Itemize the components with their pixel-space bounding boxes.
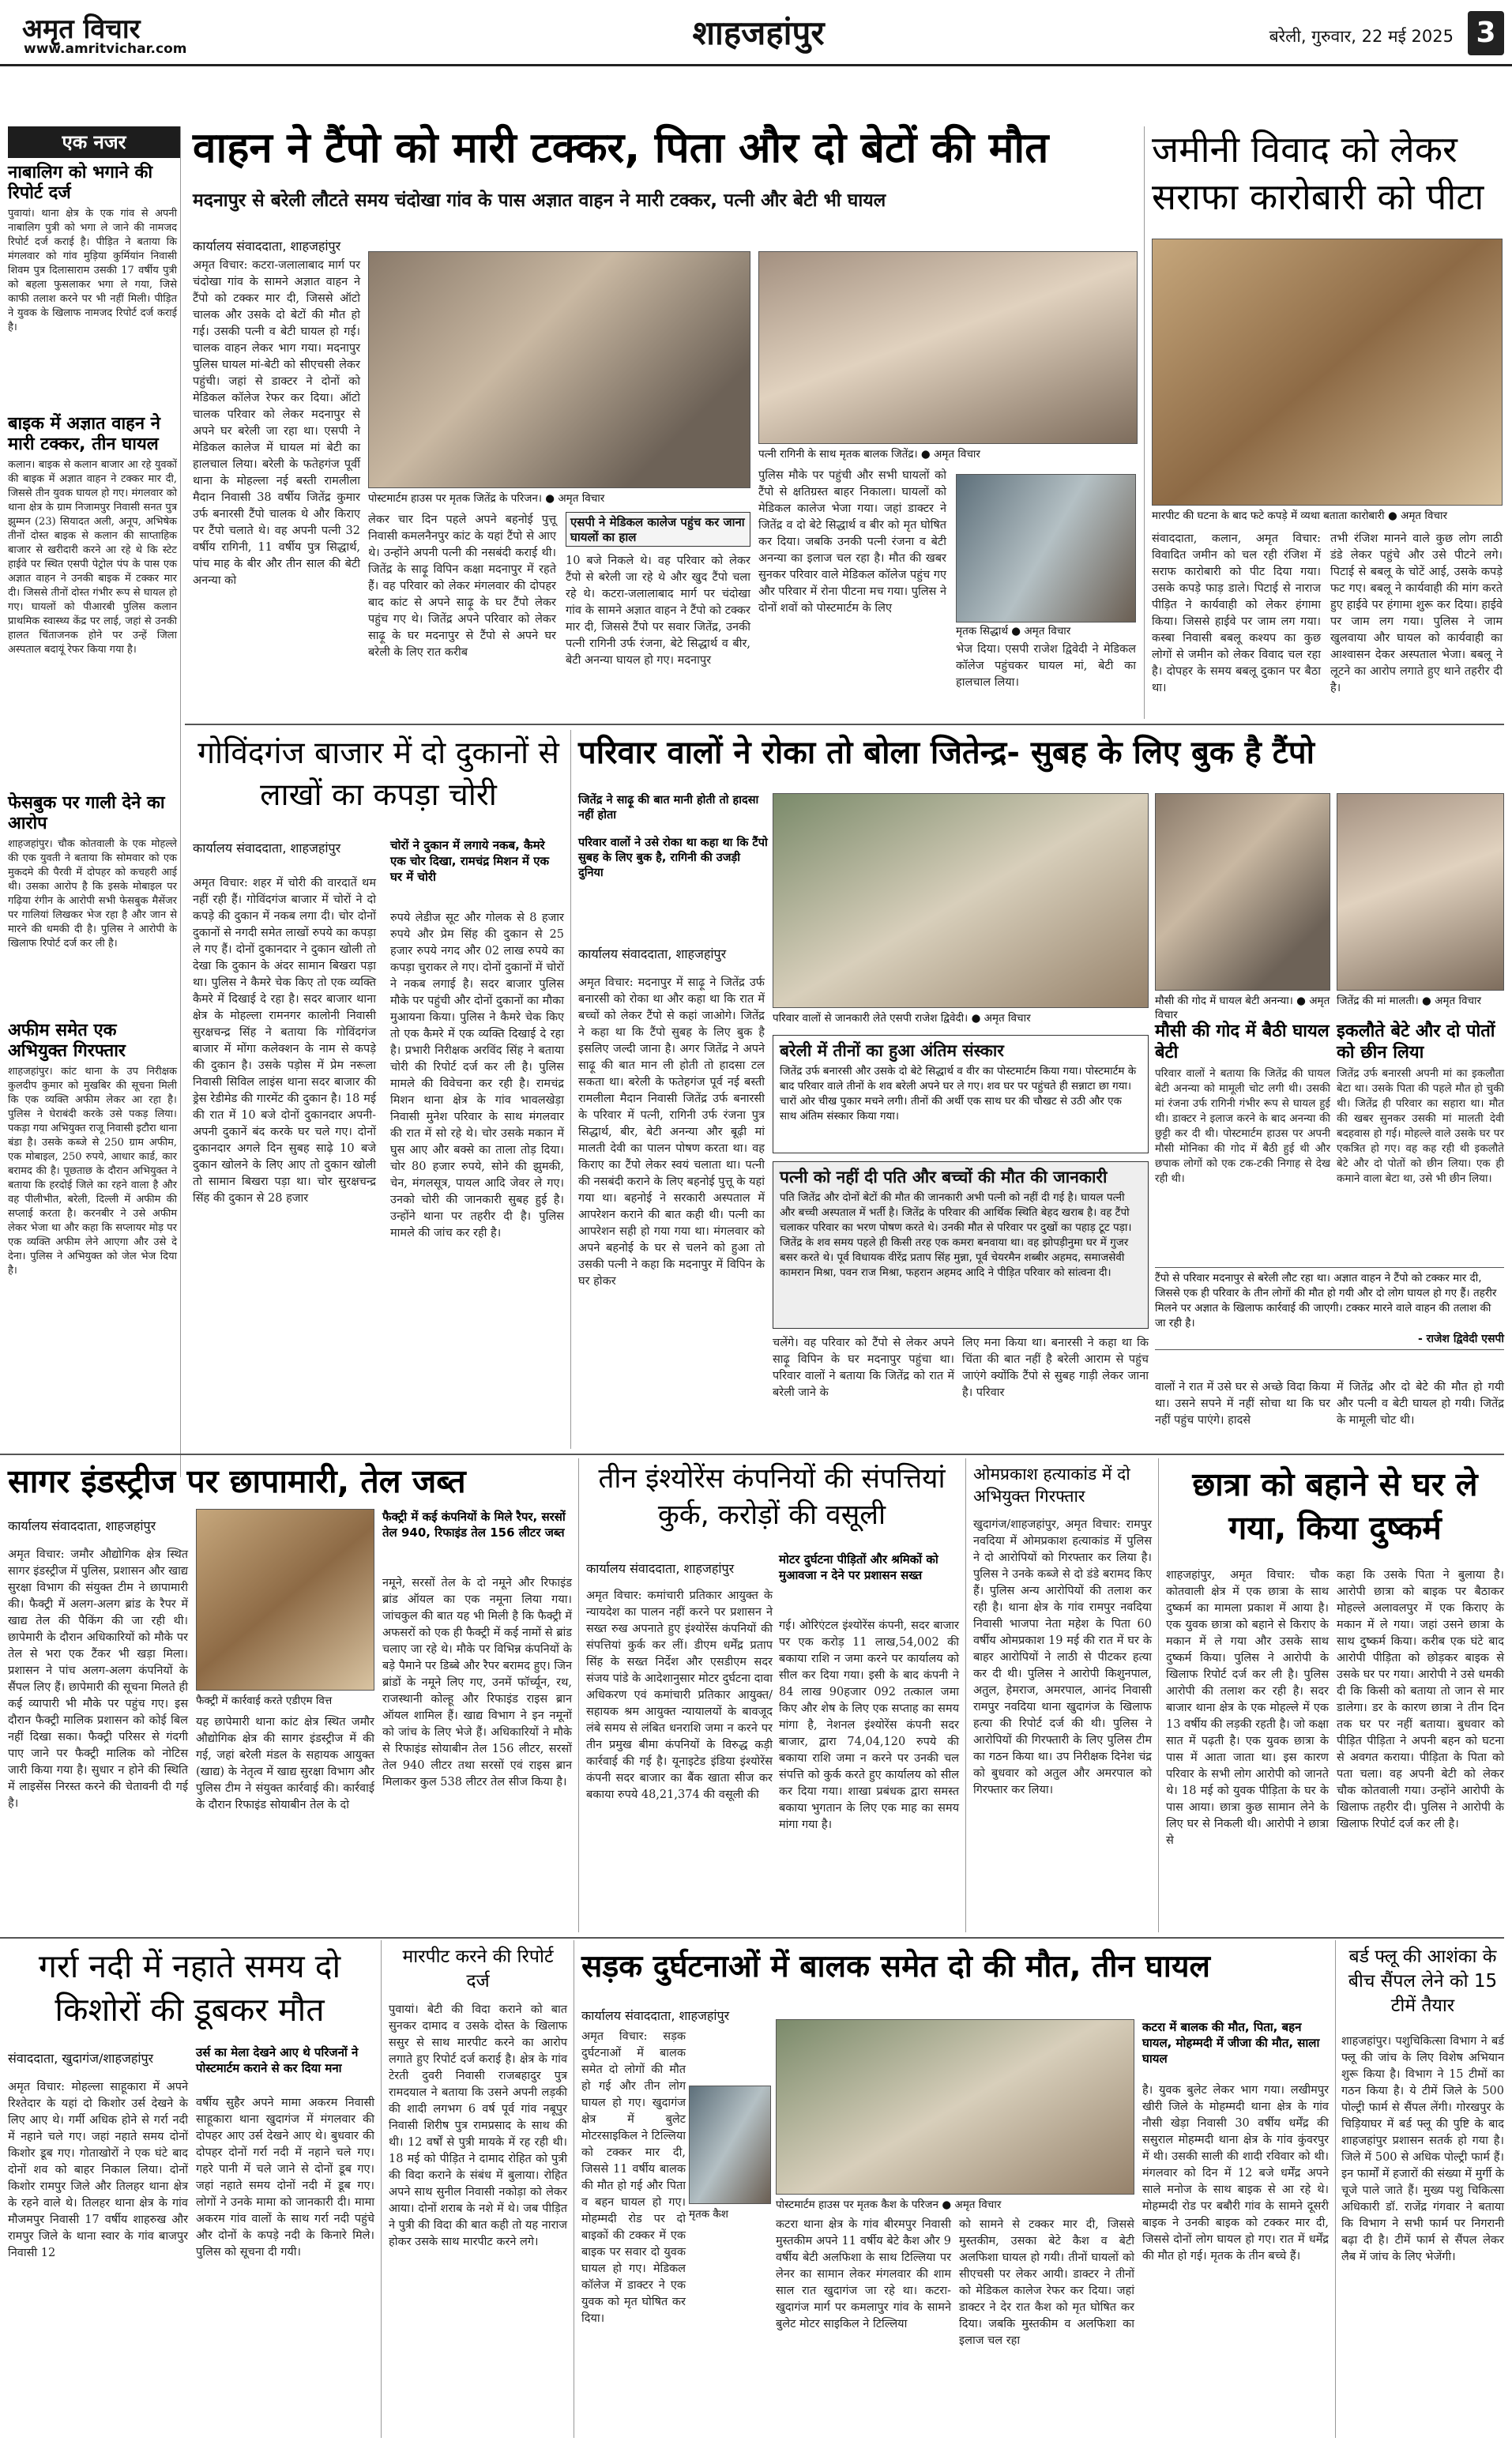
section-divider: [0, 1937, 1504, 1939]
theft-column: रुपये लेडीज सूट और गोलक से 8 हजार रुपये और प्रेम सिंह की दुकान से 25 हजार रुपये नगद और 02 लाख रुपये का कपड़ा चुराकर ले गए। दोनों दुकानों में चोरों ने नकब लगाई है। सदर बाजार पुलिस मौके पर पहुंची और दोनों दुकानों का मौका मुआयना किया। पुलिस ने कैमरे चेक किए तो एक कैमरे में एक व्यक्ति दिखाई दे रहा है। प्रभारी निरीक्षक अरविंद सिंह ने बताया चोरी की रिपोर्ट दर्ज कर ली है। पुलिस मामले की विवेचना कर रही है। रामचंद्र मिशन थाना क्षेत्र के गांव भावलखेड़ा निवासी मुनेश परिवार के साथ मंगलवार की रात में सो रहे थे। चोर उसके मकान में घुस आए और बक्से का ताला तोड़ दिया। चोर 80 हजार रुपये, सोने की झुमकी, चेन, मंगलसूत्र, पायल आदि जेवर ले गए। उनको चोरी की जानकारी सुबह हुई है। उन्होंने थाना पर तहरीर दी है। पुलिस मामले की जांच कर रही है।: [390, 912, 564, 1239]
ikalote-block: [1337, 1021, 1504, 1187]
ikalote-headline: इकलौते बेटे और दो पोतों को छीन लिया: [1337, 1021, 1495, 1063]
family-byline: कार्यालय संवाददाता, शाहजहांपुर: [578, 946, 727, 961]
family-column: में जितेंद्र और दो बेटे की मौत हो गयी और पत्नी व बेटी घायल हो गयी। जितेंद्र के मामूली चोट थी।: [1337, 1381, 1504, 1427]
road-photo-victim: [689, 2086, 771, 2204]
sarafa-column: संवाददाता, कलान, अमृत विचार: विवादित जमीन को चल रही रंजिश में सराफ कारोबारी को पीट दिया गया। उसके कपड़े फाड़ डाले। पिटाई से नाराज पीड़ित ने कार्यवाही को लेकर हंगामा किया। जिससे हाईवे पर जाम लग गया। कस्बा निवासी बबलू कश्यप का कुछ लोगों से जमीन को लेकर विवाद चल रहा है। दोपहर के समय बबलू दुकान पर बैठा था।: [1152, 532, 1321, 694]
section-divider: [0, 1454, 1504, 1455]
family-column: वालों ने रात में उसे घर से अच्छे विदा किया था। उसने सपने में नहीं सोचा था कि घर नहीं पहुंच पाएंगे। हादसे: [1155, 1381, 1330, 1427]
sidebar-item-body: शाहजहांपुर। कांट थाना के उप निरीक्षक कुलदीप कुमार को मुखबिर की सूचना मिली कि एक व्यक्ति अफीम लेकर आ रहा है। पुलिस ने घेराबंदी करके उसे पकड़ लिया। पकड़ा गया अभियुक्त राजू निवासी इटौरा थाना बंडा है। उसके कब्जे से 250 ग्राम अफीम, एक मोबाइल, 250 रुपये, आधार कार्ड, कार बरामद की है। पूछताछ के दौरान अभियुक्त ने बताया कि हरदोई जिले का रहने वाला है और वह पीलीभीत, बरेली, दिल्ली में अफीम की सप्लाई करता है। करनबीर ने उसे अफीम लेकर भेजा था और कहा कि सप्लायर मोड़ पर एक व्यक्ति अफीम लेने आएगा और उसे दे देना। पुलिस ने अभियुक्त को जेल भेज दिया है।: [8, 1066, 177, 1277]
sidebar-item: [8, 1021, 177, 1278]
sidebar-item-headline: बाइक में अज्ञात वाहन ने मारी टक्कर, तीन घायल: [8, 414, 160, 454]
student-column: शाहजहांपुर, अमृत विचार: चौक कोतवाली क्षेत्र में एक छात्रा के साथ दुष्कर्म का मामला प्रकाश में आया है। एक युवक छात्रा को बहाने से किराए के मकान में ले गया और उसके साथ दुष्कर्म किया। पुलिस ने आरोपी के खिलाफ रिपोर्ट दर्ज कर ली है। पुलिस आरोपी की तलाश कर रही है। सदर बाजार थाना क्षेत्र के एक मोहल्ले में एक 13 वर्षीय की लड़की रहती है। जो कक्षा सात में पढ़ती है। एक युवक छात्रा के पास में आता जाता था। इस कारण परिवार के सभी लोग आरोपी को जानते थे। 18 मई को युवक पीड़िता के घर के पास आया। छात्रा कुछ सामान लेने के लिए घर से निकली थी। आरोपी ने छात्रा से: [1166, 1569, 1329, 1847]
marpit-headline: मारपीट करने की रिपोर्ट दर्ज: [402, 1947, 554, 1992]
lead-quote-head: एसपी ने मेडिकल कालेज पहुंच कर जाना घायलों का हाल: [570, 515, 745, 544]
sarafa-photo: [1152, 239, 1503, 506]
funeral-body: जितेंद्र उर्फ बनारसी और उसके दो बेटे सिद्धार्थ व वीर का पोस्टमार्टम किया गया। पोस्टमार्टम के बाद परिवार वाले तीनों के शव बरेली अपने घर ले गए। शव घर पर पहुंचते ही सन्नाटा छा गया। चारों ओर चीख पुकार मचने लगी। तीनों की अर्थी एक साथ घर की चौखट से उठी और एक साथ अंतिम संस्कार किया गया।: [780, 1065, 1137, 1123]
section-title: शाहजहांपुर: [692, 13, 825, 52]
sarafa-column: तभी रंजिश मानने वाले कुछ लोग लाठी डंडे लेकर पहुंचे और उसे पीटने लगे। पिटाई से बबलू के चोटें आई, उसके कपड़े फट गए। बबलू ने कार्यवाही की मांग करते हुए हाईवे पर हंगामा शुरू कर दिया। हाईवे पर जाम लग गया। पुलिस ने जाम खुलवाया और घायल को कार्यवाही का आश्वासन देकर अस्पताल भेजा। बबलू ने लूटने का आरोप लगाते हुए थाने तहरीर दी है।: [1330, 532, 1503, 694]
sidebar-item: [8, 163, 177, 335]
sp-quote-attribution: - राजेश द्विवेदी एसपी: [1418, 1333, 1504, 1345]
oil-photo-caption: फैक्ट्री में कार्रवाई करते एडीएम वित्त: [196, 1695, 333, 1707]
oil-bullet: फैक्ट्री में कई कंपनियों के मिले रैपर, सरसों तेल 940, रिफाइंड तेल 156 लीटर जब्त: [382, 1510, 566, 1540]
family-photo-aunt: [1155, 793, 1330, 991]
road-photo-caption: मृतक कैश: [689, 2208, 728, 2221]
family-photo-caption: परिवार वालों से जानकारी लेते एसपी राजेश द्विवेदी। ● अमृत विचार: [773, 1012, 1031, 1025]
family-photo-sp: [773, 793, 1149, 1008]
insurance-column: गई। ओरिएंटल इंश्योरेंस कंपनी, सदर बाजार पर एक करोड़ 11 लाख,54,002 की बकाया राशि न जमा करने पर कार्यालय को सील कर दिया गया। इसी के बाद कंपनी ने 84 लाख 90हजार 092 तत्काल जमा किए और शेष के लिए एक सप्ताह का समय मांगा है, नेशनल इंश्योरेंस कंपनी सदर बाजार, द्वारा 74,04,120 रुपये की बकाया राशि जमा न करने पर उनकी चल संपत्ति को कुर्क करते हुए कार्यालय को सील कर दिया गया। शाखा प्रबंधक द्वारा समस्त बकाया भुगतान के लिए एक माह का समय मांगा गया है।: [779, 1619, 959, 1831]
lead-photo-child: [956, 474, 1136, 623]
oil-column: नमूने, सरसों तेल के दो नमूने और रिफाइंड ब्रांड ऑयल का एक नमूना लिया गया। जांचकुल की बात यह भी मिली है कि फैक्ट्री में अफसरों को एक ही फैक्ट्री में कई नामों से ब्रांड चलाए जा रहे थे। मौके पर विभिन्न कंपनियों के बड़े पैमाने पर डिब्बे और रैपर बरामद हुए। जिन ब्रांडों के नमूने लिए गए, उनमें फॉर्च्यून, रथ, राजस्थानी कोल्हू और रिफाइंड राइस ब्रान ऑयल शामिल हैं। खाद्य विभाग ने इन नमूनों को जांच के लिए भेजे हैं। अधिकारियों ने मौके से रिफाइंड सोयाबीन तेल 156 लीटर, सरसों तेल 940 लीटर तथा सरसों एवं राइस ब्रान मिलाकर कुल 538 लीटर तेल सीज किया है।: [382, 1577, 572, 1789]
family-photo-caption: जितेंद्र की मां मालती। ● अमृत विचार: [1337, 995, 1482, 1007]
sidebar-divider: [180, 126, 181, 1477]
wife-headline: पत्नी को नहीं दी पति और बच्चों की मौत की जानकारी: [780, 1168, 1108, 1187]
mausi-block: [1155, 1021, 1330, 1187]
family-column: चलेंगे। वह परिवार को टैंपो से लेकर अपने साढ़ू विपिन के घर मदनापुर पहुंचा था। परिवार वालों ने बताया कि जितेंद्र को रात में बरेली जाने के: [773, 1337, 954, 1399]
lead-photo-caption: पोस्टमार्टम हाउस पर मृतक जितेंद्र के परिजन। ● अमृत विचार: [368, 492, 605, 505]
lead-column: पुलिस मौके पर पहुंची और सभी घायलों को टैंपो से क्षतिग्रस्त बाहर निकाला। घायलों को मेडिकल कालेज भेजा गया। जहां डाक्टर ने जितेंद्र व दो बेटे सिद्धार्थ व बीर को मृत घोषित कर दिया। जबकि उनकी पत्नी रंजना व बेटी अनन्या का इलाज चल रहा है। मौत की खबर सुनकर परिवार वाले मेडिकल कॉलेज पहुंच गए और परिवार में रोना पीटना मच गया। पुलिस ने दोनों शवों को पोस्टमार्टम के लिए: [758, 469, 946, 615]
road-photo-family: [776, 2019, 1134, 2195]
family-bullet: परिवार वालों ने उसे रोका था कहा था कि टैंपो सुबह के लिए बुक है, रागिनी की उजड़ी दुनिया: [578, 837, 768, 879]
theft-column: अमृत विचार: शहर में चोरी की वारदातें थम नहीं रही हैं। गोविंदगंज बाजार में चोरों ने दो कपड़े की दुकान में नकब लगा दी। चोर दोनों दुकानों से नगदी समेत लाखों रुपये का कपड़ा ले गए हैं। दोनों दुकानदार ने दुकान खोली तो देखा कि दुकान के अंदर सामान बिखरा पड़ा था। पुलिस ने कैमरे चेक किए तो एक व्यक्ति कैमरे में दिखाई दे रहा है। सदर बाजार थाना क्षेत्र के मोहल्ला रामनगर कालोनी निवासी सुरक्षचन्द्र सिंह ने बताया कि गोविंदगंज बाजार में मोंगा कलेक्शन के नाम से कपड़े की दुकान है। उसके पड़ोस में प्रेम नरूला निवासी सिविल लाइंस थाना सदर बाजार की ड्रेस रेडीमेड की गारमेंट की दुकान है। 18 मई की रात में 10 बजे दोनों दुकानदार अपनी-अपनी दुकानें बंद करके घर चले गए। दोनों दुकानदार अगले दिन सुबह साढ़े 10 बजे दुकान खोलने के लिए आए तो दुकान खोली तो सामान बिखरा पड़ा था। चोर सुरक्षचन्द्र सिंह की दुकान से 28 हजार: [193, 877, 376, 1205]
marpit-body: पुवायां। बेटी की विदा कराने को बात सुनकर दामाद व उसके दोस्त के खिलाफ ससुर से साथ मारपीट करने का आरोप लगाते हुए रिपोर्ट दर्ज कराई है। क्षेत्र के गांव टेरती दुवरी निवासी राजबहादुर पुत्र रामदयाल ने बताया कि उसने अपनी लड़की की शादी लगभग 6 वर्ष पूर्व गांव नबूपुर निवासी शिरीष पुत्र रामप्रसाद के साथ की थी। 12 वर्षों से पुत्री मायके में रह रही थी। 18 मई को पीड़ित ने दामाद रोहित को पुत्री की विदा कराने के संबंध में बुलाया। रोहित अपने साथ सुनील निवासी नकोड़ा को लेकर आया। दोनों शराब के नशे में थे। जब पीड़ित ने पुत्री की विदा की बात कही तो यह नाराज होकर उसके साथ मारपीट करने लगे।: [389, 2003, 567, 2248]
student-headline: छात्रा को बहाने से घर ले गया, किया दुष्कर्म: [1192, 1465, 1478, 1548]
birdflu-body: शाहजहांपुर। पशुचिकित्सा विभाग ने बर्ड फ्लू की जांच के लिए विशेष अभियान शुरू किया है। विभाग ने 15 टीमों का गठन किया है। ये टीमें जिले के 500 पोल्ट्री फार्म से सैंपल लेंगी। गोरखपुर के चिड़ियाघर में बर्ड फ्लू की पुष्टि के बाद शाहजहांपुर प्रशासन सतर्क हो गया है। जिले में 500 से अधिक पोल्ट्री फार्म हैं। इन फार्मों में हजारों की संख्या में मुर्गी के चूजे पाले जाते हैं। मुख्य पशु चिकित्सा अधिकारी डॉ. राजेंद्र गंगवार ने बताया कि विभाग ने सभी फार्म पर निगरानी बढ़ा दी है। टीमें फार्म से सैंपल लेकर लैब में जांच के लिए भेजेंगी।: [1341, 2035, 1504, 2263]
lead-byline: कार्यालय संवाददाता, शाहजहांपुर: [193, 239, 341, 254]
lead-column: अमृत विचार: कटरा-जलालाबाद मार्ग पर चंदोखा गांव के सामने अज्ञात वाहन ने टैंपो को टक्कर मार दी, जिससे ऑटो चालक और उसके दो बेटों की मौत हो गई। उसकी पत्नी व बेटी घायल हो गई। चालक वाहन लेकर भाग गया। मदनापुर पुलिस घायल मां-बेटी को सीएचसी लेकर पहुंची। जहां से डाक्टर ने दोनों को मेडिकल कॉलेज रेफर कर दिया। ऑटो चालक परिवार को लेकर मदनापुर से अपने घर बरेली जा रहा था। एसपी ने मेडिकल कालेज में घायल मां बेटी का हालचाल लिया। बरेली के फतेहगंज पूर्वी थाना के मोहल्ला नई बस्ती रामलीला मैदान निवासी 38 वर्षीय जितेंद्र कुमार उर्फ बनारसी टैंपो चालक थे और किराए पर टैंपो चलाते थे। वह अपनी पत्नी 32 वर्षीय रागिनी, 11 वर्षीय पुत्र सिद्धार्थ, पांच माह के बीर और तीन साल की बेटी अनन्या को: [193, 259, 360, 587]
oil-column: अमृत विचार: जमौर औद्योगिक क्षेत्र स्थित सागर इंडस्ट्रीज में पुलिस, प्रशासन और खाद्य सुरक्षा विभाग की संयुक्त टीम ने छापामारी की। फैक्ट्री में अलग-अलग ब्रांड के रैपर में खाद्य तेल की पैकिंग की जा रही थी। छापेमारी के दौरान अधिकारियों को मौके पर तेल से भरा एक टैंकर भी खड़ा मिला। प्रशासन ने पांच अलग-अलग कंपनियों के सैंपल लिए हैं। छापेमारी की सूचना मिलते ही कई व्यापारी भी मौके पर पहुंच गए। इस दौरान फैक्ट्री मालिक प्रशासन को कोई बिल नहीं दिखा सका। फैक्ट्री परिसर से गंदगी पाए जाने पर फैक्ट्री मालिक को नोटिस जारी किया गया है। सुधार न होने की स्थिति में लाइसेंस निरस्त करने की चेतावनी दी गई है।: [8, 1548, 188, 1810]
sarafa-photo-caption: मारपीट की घटना के बाद फटे कपड़े में व्यथा बताता कारोबारी ● अमृत विचार: [1152, 510, 1447, 522]
sp-quote-text: टैंपो से परिवार मदनापुर से बरेली लौट रहा था। अज्ञात वाहन ने टैंपो को टक्कर मार दी, जिससे एक ही परिवार के तीन लोगों की मौत हो गयी और दो लोग घायल हो गए हैं। तहरीर मिलने पर अज्ञात के खिलाफ कार्रवाई की जाएगी। टक्कर मारने वाले वाहन की तलाश की जा रही है।: [1155, 1272, 1497, 1330]
lead-column: भेज दिया। एसपी राजेश द्विवेदी ने मेडिकल कॉलेज पहुंचकर घायल मां, बेटी का हालचाल लिया।: [956, 643, 1136, 689]
wife-box: [773, 1161, 1149, 1329]
sidebar-item-body: शाहजहांपुर। चौक कोतवाली के एक मोहल्ले की एक युवती ने बताया कि सोमवार को एक मुकदमे की पैरवी में दोपहर को कचहरी आई थी। उसका आरोप है कि इसके मोबाइल पर गढ़िया रंगीन के आरोपी सभी फेसबुक मैसेंजर पर गालियां लिखकर भेज रहा है और जान से मारने की धमकी दी है। पुलिस ने आरोपी के खिलाफ रिपोर्ट दर्ज कर ली है।: [8, 838, 177, 950]
column-divider: [578, 1458, 579, 1932]
family-bullet: जितेंद्र ने साढ़ू की बात मानी होती तो हादसा नहीं होता: [578, 794, 759, 822]
garra-bullet: उर्स का मेला देखने आए थे परिजनों ने पोस्टमार्टम कराने से कर दिया मना: [196, 2045, 359, 2075]
sidebar-item-headline: फेसबुक पर गाली देने का आरोप: [8, 793, 165, 833]
theft-bullet: चोरों ने दुकान में लगाये नकब, कैमरे एक चोर दिखा, रामचंद्र मिशन में एक घर में चोरी: [390, 838, 550, 884]
column-divider: [1158, 1458, 1159, 1932]
sidebar-label: एक नजर: [8, 126, 180, 158]
insurance-bullet: मोटर दुर्घटना पीड़ितों और श्रमिकों को मुआवजा न देने पर प्रशासन सख्त: [779, 1552, 938, 1582]
sidebar-item-body: पुवायां। थाना क्षेत्र के एक गांव से अपनी नाबालिग पुत्री को भगा ले जाने की नामजद रिपोर्ट दर्ज कराई है। पीड़ित ने बताया कि मंगलवार को गांव मुड़िया कुर्मियांन निवासी शिवम पुत्र दिलासाराम उसकी 17 वर्षीय पुत्री को बहला फुसलाकर भगा ले गया, जिसे काफी तलाश करने पर भी नहीं मिली। पीड़ित ने युवक के खिलाफ नामजद रिपोर्ट दर्ज कराई है।: [8, 208, 177, 333]
oil-byline: कार्यालय संवाददाता, शाहजहांपुर: [8, 1518, 156, 1533]
garra-column: वर्षीय सुहैर अपने मामा अकरम निवासी साहूकारा थाना खुदागंज में मंगलवार की दोपहर आए उर्स देखने आए थे। बुधवार की दोपहर दोनों गर्रा नदी में नहाने चले गए। गहरे पानी में चले जाने से दोनों डूब गए। जहां नहाते समय दोनों नदी में डूब गए। लोगों ने उनके मामा को जानकारी दी। मामा अकरम गांव वालों के साथ गर्रा नदी पहुंचे और दोनों के कपड़े नदी के किनारे मिले। पुलिस को सूचना दी गयी।: [196, 2097, 374, 2259]
garra-column: अमृत विचार: मोहल्ला साहूकारा में अपने रिश्तेदार के यहां दो किशोर उर्स देखने के लिए आए थे। गर्मी अधिक होने से गर्रा नदी में नहाने चले गए। जहां नहाते समय दोनों किशोर डूब गए। गोताखोरों ने एक घंटे बाद दोनों शव को बाहर निकाल लिया। दोनों किशोर रामपुर जिले और तिलहर थाना क्षेत्र के रहने वाले थे। तिलहर थाना क्षेत्र के गांव मौजमपुर निवासी 17 वर्षीय शाहरुख और रामपुर जिले के थाना स्वार के गांव बाजपुर निवासी 12: [8, 2081, 188, 2259]
family-photo-caption: मौसी की गोद में घायल बेटी अनन्या। ● अमृत विचार: [1155, 995, 1330, 1021]
lead-subhead: मदनापुर से बरेली लौटते समय चंदोखा गांव के पास अज्ञात वाहन ने मारी टक्कर, पत्नी और बेटी भी घायल: [193, 190, 886, 211]
column-divider: [381, 1940, 382, 2438]
sidebar-item: [8, 414, 177, 657]
lead-quote-box: [566, 512, 750, 547]
family-column: अमृत विचार: मदनापुर में साढ़ू ने जितेंद्र उर्फ बनारसी को रोका था और कहा था कि रात में बच्चों को लेकर टैंपो से कहां जाओगे। जितेंद्र ने कहा था कि टैंपो सुबह के लिए बुक है इसलिए जल्दी जाना है। अगर जितेंद्र ने अपने साढ़ू की बात मान ली होती तो हादसा टल सकता था। बरेली के फतेहगंज पूर्व नई बस्ती रामलीला मैदान निवासी जितेंद्र उर्फ बनारसी के परिवार में पत्नी, रागिनी उर्फ रंजना पुत्र सिद्धार्थ, बीर, बेटी अनन्या और बूढ़ी मां मालती देवी का पालन पोषण करता था। वह किराए का टैंपो लेकर स्वयं चलाता था। पत्नी की नसबंदी कराने के लिए बहनोई पुत्तू के यहां गया था। बहनोई ने सरकारी अस्पताल में आपरेशन कराने की बात कही थी। पत्नी का आपरेशन सही हो गया गया था। मंगलवार को अपने बहनोई के घर से चलने को हुआ तो उसकी पत्नी ने कहा कि मदनापुर में विपिन के घर होकर: [578, 976, 765, 1288]
lead-photo-caption: पत्नी रागिनी के साथ मृतक बालक जितेंद्र। ● अमृत विचार: [758, 448, 980, 461]
website-url[interactable]: www.amritvichar.com: [24, 41, 187, 57]
sidebar-item: [8, 793, 177, 951]
section-divider: [185, 724, 1504, 725]
student-column: कहा कि उसके पिता ने बुलाया है। आरोपी छात्रा को बाइक पर बैठाकर मोहल्ले अलावलपुर में एक किराए के मकान में ले गया। जहां उसने छात्रा के साथ दुष्कर्म किया। करीब एक घंटे बाद आरोपी पीड़िता को छोड़कर बाइक से उसके घर पर गया। आरोपी ने उसे धमकी दी कि किसी को बताया तो जान से मार डालेगा। डर के कारण छात्रा ने तीन दिन तक घर पर नहीं बताया। बुधवार को पीड़ित पीड़िता ने अपनी बहन को घटना से अवगत कराया। पीड़िता के पिता को पता चला। वह अपनी बेटी को लेकर चौक कोतवाली गया। उन्होंने आरोपी के खिलाफ तहरीर दी। पुलिस ने आरोपी के खिलाफ रिपोर्ट दर्ज कर ली है।: [1337, 1569, 1504, 1830]
road-photo-caption: पोस्टमार्टम हाउस पर मृतक कैश के परिजन ● अमृत विचार: [776, 2199, 1002, 2211]
funeral-headline: बरेली में तीनों का हुआ अंतिम संस्कार: [780, 1041, 1004, 1060]
lead-column: लेकर चार दिन पहले अपने बहनोई पुत्तू निवासी कमलनैनपुर कांट के यहां टैंपो से आए थे। उन्होंने अपनी पत्नी की नसबंदी कराई थी। जितेंद्र के साढ़ू विपिन कक्षा मदनापुर में रहते हैं। वह परिवार को लेकर मंगलवार की दोपहर बाद कांट से अपने साढ़ू के घर टैंपो लेकर पहुंच गए थे। जितेंद्र अपने परिवार को लेकर साढ़ू के घर मदनापुर से टैंपो से अपने घर बरेली के लिए रात करीब: [368, 513, 556, 659]
family-headline: परिवार वालों ने रोका तो बोला जितेन्द्र- सुबह के लिए बुक है टैंपो: [578, 735, 1315, 771]
column-divider: [965, 1458, 966, 1932]
sidebar-item-headline: नाबालिग को भगाने की रिपोर्ट दर्ज: [8, 163, 153, 203]
road-byline: कार्यालय संवाददाता, शाहजहांपुर: [581, 2008, 730, 2023]
column-divider: [570, 730, 571, 1449]
road-column: कटरा थाना क्षेत्र के गांव बीरमपुर निवासी मुस्तकीम अपने 11 वर्षीय बेटे कैश और 9 वर्षीय बेटी अलफिशा के साथ टिल्लिया पर लेनर का सामान लेकर मंगलवार की शाम साल रात खुदागंज जा रहे था। कटरा-खुदागंज मार्ग पर कमलापुर गांव के सामने बुलेट मोटर साइकिल ने टिल्लिया: [776, 2218, 951, 2330]
lead-headline: वाहन ने टैंपो को मारी टक्कर, पिता और दो बेटों की मौत: [193, 124, 1049, 172]
oil-headline: सागर इंडस्ट्रीज पर छापामारी, तेल जब्त: [8, 1462, 466, 1500]
road-column: है। युवक बुलेट लेकर भाग गया। लखीमपुर खीरी जिले के मोहम्मदी थाना क्षेत्र के गांव नौसी खेड़ा निवासी 30 वर्षीय धर्मेंद्र की ससुराल मोहम्मदी थाना क्षेत्र के गांव कुंवरपुर में थी। उसकी साली की शादी रविवार को थी। मंगलवार को दिन में 12 बजे धर्मेंद्र अपने साले मनोज के साथ बाइक से आ रहे थे। मोहम्मदी रोड पर बबौरी गांव के सामने दूसरी बाइक ने उनकी बाइक को टक्कर मार दी, जिससे दोनों लोग घायल हो गए। रात में धर्मेंद्र की मौत हो गई। मृतक के तीन बच्चे हैं।: [1142, 2084, 1329, 2263]
road-headline: सड़क दुर्घटनाओं में बालक समेत दो की मौत, तीन घायल: [581, 1949, 1210, 1984]
insurance-column: अमृत विचार: कमांचारी प्रतिकार आयुक्त के न्यायदेश का पालन नहीं करने पर प्रशासन ने सख्त रुख अपनाते हुए इंश्योरेंस कंपनियों की संपत्तियां कुर्क कर लीं। डीएम धर्मेंद्र प्रताप सिंह के सख्त निर्देश और एसडीएम सदर संजय पांडे के आदेशानुसार मोटर दुर्घटना दावा अधिकरण एवं कमांचारी प्रतिकार आयुक्त/सहायक श्रम आयुक्त न्यायालयों के बावजूद लंबे समय से लंबित धनराशि जमा न करने पर तीन प्रमुख बीमा कंपनियों के विरुद्ध कड़ी कार्रवाई की गई है। यूनाइटेड इंडिया इंश्योरेंस कंपनी सदर बाजार का बैंक खाता सीज कर बकाया रुपये 48,21,374 की वसूली की: [586, 1589, 773, 1801]
road-column: को सामने से टक्कर मार दी, जिससे मुस्तकीम, उसका बेटे कैश व बेटी अलफिशा घायल हो गयी। तीनों घायलों को सीएचसी पर लेकर आयी। डाक्टर ने तीनों को मेडिकल कालेज रेफर कर दिया। जहां डाक्टर ने देर रात कैश को मृत घोषित कर दिया। जबकि मुस्तकीम व अलफिशा का इलाज चल रहा: [959, 2218, 1134, 2347]
road-bullet: कटरा में बालक की मौत, पिता, बहन घायल, मोहम्मदी में जीजा की मौत, साला घायल: [1142, 2020, 1320, 2066]
oil-photo: [196, 1509, 374, 1691]
ikalote-body: जितेंद्र उर्फ बनारसी अपनी मां का इकलौता बेटा था। उसके पिता की पहले मौत हो चुकी थी। जितेंद्र ही परिवार का सहारा था। मौत की खबर सुनकर उसकी मां मालती देवी बदहवास हो गई। मोहल्ले वाले उसके घर पर एकत्रित हो गए। वह कह रही थी इकलौते बेटे और दो पोतों को छीन लिया। एक ही कमाने वाला बेटा था, उसे भी छीन लिया।: [1337, 1067, 1504, 1185]
theft-headline: गोविंदगंज बाजार में दो दुकानों से लाखों का कपड़ा चोरी: [197, 735, 559, 813]
wife-body: पति जितेंद्र और दोनों बेटों की मौत की जानकारी अभी पत्नी को नहीं दी गई है। घायल पत्नी और बच्ची अस्पताल में भर्ती है। जितेंद्र के परिवार की आर्थिक स्थिति बेहद खराब है। वह टैंपो चलाकर परिवार का भरण पोषण करते थे। उनकी मौत से परिवार पर दुखों का पहाड़ टूट पड़ा। जितेंद्र के शव समय पहले ही किसी तरह एक कमरा बनवाया था। वह झोपड़ीनुमा घर में गुजर बसर करते थे। पूर्व विधायक वीरेंद्र प्रताप सिंह मुन्ना, पूर्व चेयरमैन शब्बीर अहमद, समाजसेवी कामरान मिश्रा, पवन राज मिश्रा, फहरान अहमद आदि ने पीड़ित परिवार को सांत्वना दी।: [780, 1191, 1132, 1279]
sidebar-item-body: कलान। बाइक से कलान बाजार आ रहे युवकों की बाइक में अज्ञात वाहन ने टक्कर मार दी, जिससे तीन युवक घायल हो गए। मंगलवार को थाना क्षेत्र के ग्राम निजामपुर निवासी सनत पुत्र झुम्मन (23) सियादत अली, अनूप, अभिषेक तीनों दोस्त बाइक से कलान की साप्ताहिक बाजार से खरीदारी करने आ रहे थे कि स्टेट हाईवे पर स्थित एसपी पेट्रोल पंप के पास एक अज्ञात वाहन ने उनकी बाइक में टक्कर मार दी। जिससे तीनों दोस्त गंभीर रूप से घायल हो गए। घायलों को पीआरबी पुलिस कलान प्राथमिक स्वास्थ्य केंद्र पर लाई, जहां से उनकी हालत चिंताजनक होने पर उन्हें जिला अस्पताल बदायूं रेफर किया गया है।: [8, 459, 177, 656]
birdflu-headline: बर्ड फ्लू की आशंका के बीच सैंपल लेने को 15 टीमें तैयार: [1348, 1947, 1498, 2017]
family-photo-mother: [1337, 793, 1504, 991]
dateline: बरेली, गुरुवार, 22 मई 2025: [1269, 27, 1454, 46]
funeral-box: [773, 1035, 1149, 1153]
mausi-headline: मौसी की गोद में बैठी घायल बेटी: [1155, 1021, 1330, 1063]
page-number: 3: [1468, 11, 1504, 55]
oil-column: यह छापेमारी थाना कांट क्षेत्र स्थित जमौर औद्योगिक क्षेत्र की सागर इंडस्ट्रीज में की गई, जहां बरेली मंडल के सहायक आयुक्त (खाद्य) के नेतृत्व में खाद्य सुरक्षा विभाग और पुलिस टीम ने संयुक्त कार्रवाई की। कार्रवाई के दौरान रिफाइंड सोयाबीन तेल के दो: [196, 1716, 374, 1811]
ompr-column: खुदागंज/शाहजहांपुर, अमृत विचार: रामपुर नवदिया में ओमप्रकाश हत्याकांड में पुलिस ने दो आरोपियों को गिरफ्तार कर लिया है। पुलिस ने उनके कब्जे से दो डंडे बरामद किए हैं। पुलिस अन्य आरोपियों की तलाश कर रही है। थाना क्षेत्र के गांव रामपुर नवदिया निवासी भाजपा नेता महेश के पिता 60 वर्षीय ओमप्रकाश 19 मई की रात में घर के बाहर आरोपियों ने लाठी से पीटकर हत्या कर दी थी। पुलिस ने आरोपी किशुनपाल, अतुल, हेमराज, अमरपाल, आनंद निवासी रामपुर नवदिया थाना खुदागंज के खिलाफ हत्या की रिपोर्ट दर्ज की थी। पुलिस ने आरोपियों की गिरफ्तारी के लिए पुलिस टीम का गठन किया था। उप निरीक्षक दिनेश चंद्र को बुधवार को अतुल और अमरपाल को गिरफ्तार कर लिया।: [973, 1518, 1152, 1796]
lead-column: 10 बजे निकले थे। वह परिवार को लेकर टैंपो से बरेली जा रहे थे और खुद टैंपो चला रहे थे। कटरा-जलालाबाद मार्ग पर चंदोखा गांव के सामने अज्ञात वाहन ने टैंपो को टक्कर मार दी, जिससे टैंपो पर सवार जितेंद्र, उनकी पत्नी रागिनी उर्फ रंजना, बेटे सिद्धार्थ व बीर, बेटी अनन्या घायल हो गए। मदनापुर: [566, 555, 750, 667]
road-column: अमृत विचार: सड़क दुर्घटनाओं में बालक समेत दो लोगों की मौत हो गई और तीन लोग घायल हो गए। खुदागंज क्षेत्र में बुलेट मोटरसाइकिल ने टिल्लिया को टक्कर मार दी, जिससे 11 वर्षीय बालक की मौत हो गई और पिता व बहन घायल हो गए। मोहम्मदी रोड पर दो बाइकों की टक्कर में एक बाइक पर सवार दो युवक घायल हो गए। मेडिकल कॉलेज में डाक्टर ने एक युवक को मृत घोषित कर दिया।: [581, 2030, 686, 2325]
garra-headline: गर्रा नदी में नहाते समय दो किशोरों की डूबकर मौत: [38, 1947, 341, 2029]
lead-photo-family: [368, 251, 750, 488]
mausi-body: परिवार वालों ने बताया कि जितेंद्र की घायल बेटी अनन्या को मामूली चोट लगी थी। उसकी मां रंजना उर्फ रागिनी गंभीर रूप से घायल हुई थी। डाक्टर ने इलाज करने के बाद अनन्या की छुट्टी कर दी थी। पोस्टमार्टम हाउस पर अपनी मौसी मोनिका की गोद में बैठी हुई थी और छपाक लोगों को एक टक-टकी निगाह से देख रही थी।: [1155, 1067, 1330, 1185]
sarafa-headline: जमीनी विवाद को लेकर सराफा कारोबारी को पीटा: [1152, 128, 1484, 218]
garra-byline: संवाददाता, खुदागंज/शाहजहांपुर: [8, 2051, 154, 2066]
lead-photo-couple: [758, 251, 1138, 444]
theft-byline: कार्यालय संवाददाता, शाहजहांपुर: [193, 841, 341, 856]
sidebar-item-headline: अफीम समेत एक अभियुक्त गिरफ्तार: [8, 1021, 126, 1061]
column-divider: [1335, 1940, 1336, 2438]
insurance-byline: कार्यालय संवाददाता, शाहजहांपुर: [586, 1561, 735, 1576]
family-column: लिए मना किया था। बनारसी ने कहा था कि चिंता की बात नहीं है बरेली आराम से पहुंच जाएंगे क्योंकि टैंपो से सुबह गाड़ी लेकर जाना है। परिवार: [962, 1337, 1149, 1399]
newspaper-logo: अमृत विचार: [22, 13, 141, 45]
column-divider: [1144, 126, 1145, 719]
ompr-headline: ओमप्रकाश हत्याकांड में दो अभियुक्त गिरफ्तार: [973, 1465, 1130, 1506]
lead-photo-caption: मृतक सिद्धार्थ ● अमृत विचार: [956, 625, 1071, 638]
insurance-headline: तीन इंश्योरेंस कंपनियों की संपत्तियां कुर्क, करोड़ों की वसूली: [598, 1463, 946, 1531]
sp-quote: [1155, 1267, 1504, 1350]
